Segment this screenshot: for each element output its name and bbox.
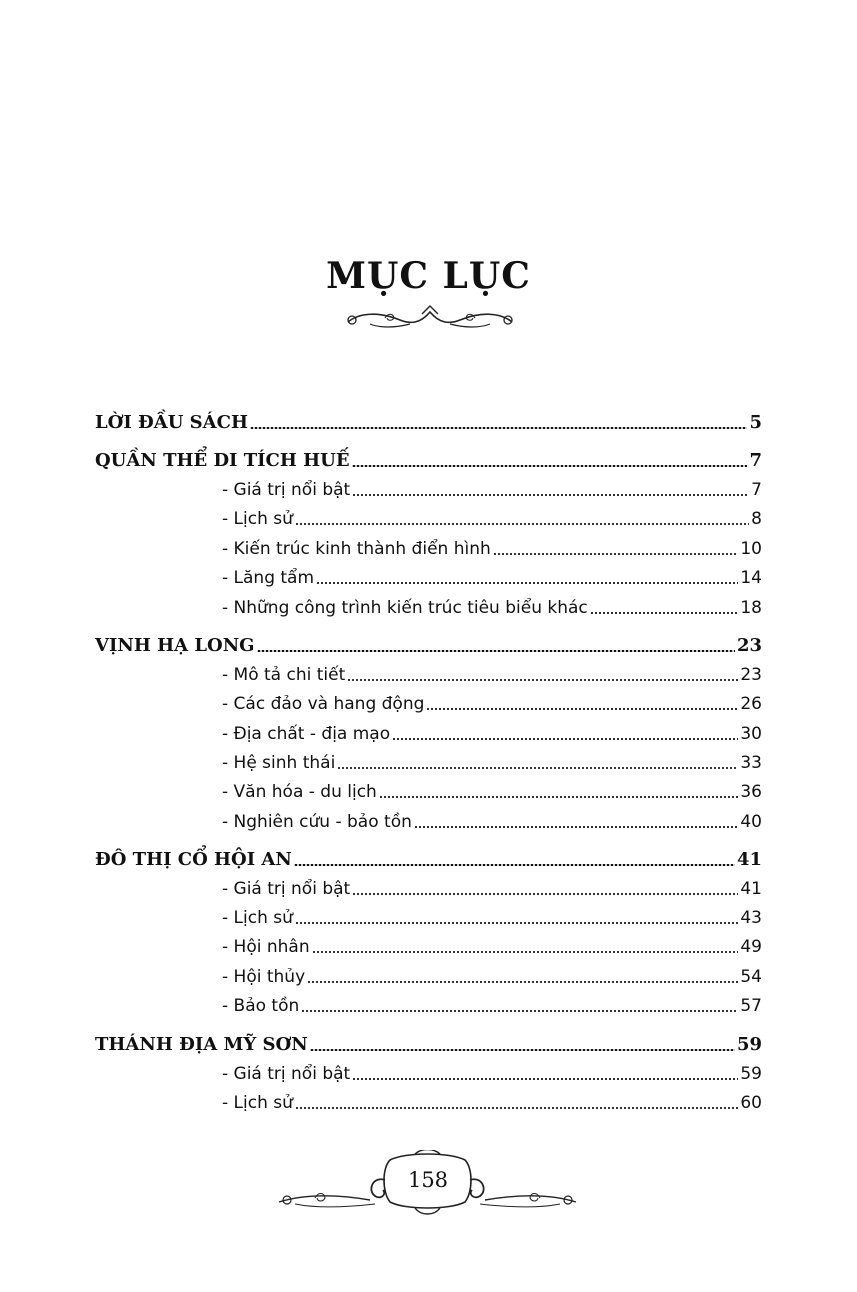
toc-subentry[interactable]: [222, 755, 762, 772]
toc-entry-page: 57: [740, 996, 762, 1016]
toc-entry-label: LỜI ĐẦU SÁCH: [95, 412, 248, 433]
toc-entry-page: 43: [740, 908, 762, 928]
dot-leader: [352, 464, 748, 467]
toc-entry-thanh-dia-my-son[interactable]: [95, 1036, 762, 1054]
toc-subentry[interactable]: [222, 910, 762, 927]
dot-leader: [295, 1107, 738, 1109]
dot-leader: [347, 679, 738, 681]
toc-entry-page: 41: [736, 849, 762, 870]
page-title: MỤC LỤC: [326, 255, 531, 297]
toc-subentry[interactable]: [222, 814, 762, 831]
dot-leader: [295, 523, 749, 525]
toc-entry-page: 54: [740, 967, 762, 987]
dot-leader: [250, 426, 747, 429]
toc-subentry[interactable]: [222, 667, 762, 684]
toc-entry-label: - Lịch sử: [222, 1093, 293, 1113]
title-flourish-ornament: [340, 304, 520, 332]
toc-entry-page: 10: [740, 539, 762, 559]
toc-entry-label: - Giá trị nổi bật: [222, 1064, 351, 1084]
dot-leader: [310, 1048, 735, 1051]
dot-leader: [316, 582, 738, 584]
toc-entry-label: - Hội thủy: [222, 967, 306, 987]
toc-subentry[interactable]: [222, 541, 762, 558]
toc-subentry[interactable]: [222, 1066, 762, 1083]
toc-entry-label: - Văn hóa - du lịch: [222, 782, 377, 802]
dot-leader: [493, 553, 739, 555]
toc-entry-page: 8: [751, 509, 762, 529]
dot-leader: [392, 738, 738, 740]
toc-subentry[interactable]: [222, 600, 762, 617]
toc-entry-page: 7: [749, 450, 762, 471]
toc-subentry[interactable]: [222, 784, 762, 801]
toc-subentry[interactable]: [222, 881, 762, 898]
toc-entry-page: 7: [751, 480, 762, 500]
toc-entry-label: - Lăng tẩm: [222, 568, 315, 588]
toc-entry-page: 59: [736, 1034, 762, 1055]
dot-leader: [312, 951, 739, 953]
dot-leader: [337, 767, 738, 769]
toc-entry-label: - Mô tả chi tiết: [222, 665, 346, 685]
toc-entry-page: 36: [740, 782, 762, 802]
toc-entry-page: 23: [740, 665, 762, 685]
dot-leader: [294, 863, 735, 866]
dot-leader: [352, 1078, 738, 1080]
toc-entry-label: VỊNH HẠ LONG: [95, 635, 255, 656]
toc-entry-vinh-ha-long[interactable]: [95, 637, 762, 655]
toc-entry-page: 33: [740, 753, 762, 773]
toc-entry-label: - Giá trị nổi bật: [222, 879, 351, 899]
toc-entry-label: - Lịch sử: [222, 908, 293, 928]
toc-entry-label: - Kiến trúc kinh thành điển hình: [222, 539, 491, 559]
dot-leader: [352, 494, 749, 496]
toc-entry-page: 30: [740, 724, 762, 744]
toc-entry-page: 49: [740, 937, 762, 957]
toc-entry-page: 5: [749, 412, 762, 433]
toc-entry-label: - Nghiên cứu - bảo tồn: [222, 812, 412, 832]
toc-entry-label: - Các đảo và hang động: [222, 694, 425, 714]
toc-entry-label: QUẦN THỂ DI TÍCH HUẾ: [95, 450, 350, 471]
toc-subentry[interactable]: [222, 726, 762, 743]
dot-leader: [295, 922, 738, 924]
toc-subentry[interactable]: [222, 998, 762, 1015]
toc-entry-label: THÁNH ĐỊA MỸ SƠN: [95, 1034, 308, 1055]
toc-subentry[interactable]: [222, 511, 762, 528]
page-number: 158: [407, 1168, 449, 1192]
toc-entry-loi-dau-sach[interactable]: [95, 414, 762, 432]
toc-entry-page: 59: [740, 1064, 762, 1084]
toc-entry-label: - Lịch sử: [222, 509, 293, 529]
toc-entry-label: - Địa chất - địa mạo: [222, 724, 391, 744]
toc-subentry[interactable]: [222, 969, 762, 986]
dot-leader: [426, 708, 738, 710]
dot-leader: [590, 612, 739, 614]
toc-subentry[interactable]: [222, 696, 762, 713]
toc-entry-page: 60: [740, 1093, 762, 1113]
toc-entry-page: 14: [740, 568, 762, 588]
toc-entry-label: ĐÔ THỊ CỔ HỘI AN: [95, 849, 292, 870]
toc-entry-label: - Bảo tồn: [222, 996, 300, 1016]
dot-leader: [414, 826, 738, 828]
dot-leader: [307, 981, 738, 983]
dot-leader: [379, 796, 739, 798]
toc-entry-label: - Giá trị nổi bật: [222, 480, 351, 500]
toc-entry-page: 18: [740, 598, 762, 618]
toc-entry-label: - Hội nhân: [222, 937, 310, 957]
dot-leader: [301, 1010, 738, 1012]
toc-entry-label: - Hệ sinh thái: [222, 753, 336, 773]
toc-subentry[interactable]: [222, 570, 762, 587]
toc-entry-page: 23: [736, 635, 762, 656]
toc-subentry[interactable]: [222, 939, 762, 956]
toc-entry-quan-the-di-tich-hue[interactable]: [95, 452, 762, 470]
dot-leader: [352, 893, 738, 895]
toc-entry-do-thi-co-hoi-an[interactable]: [95, 851, 762, 869]
toc-entry-page: 41: [740, 879, 762, 899]
toc-entry-page: 40: [740, 812, 762, 832]
toc-entry-page: 26: [740, 694, 762, 714]
toc-subentry[interactable]: [222, 482, 762, 499]
toc-entry-label: - Những công trình kiến trúc tiêu biểu khác: [222, 598, 588, 618]
dot-leader: [257, 649, 735, 652]
toc-subentry[interactable]: [222, 1095, 762, 1112]
